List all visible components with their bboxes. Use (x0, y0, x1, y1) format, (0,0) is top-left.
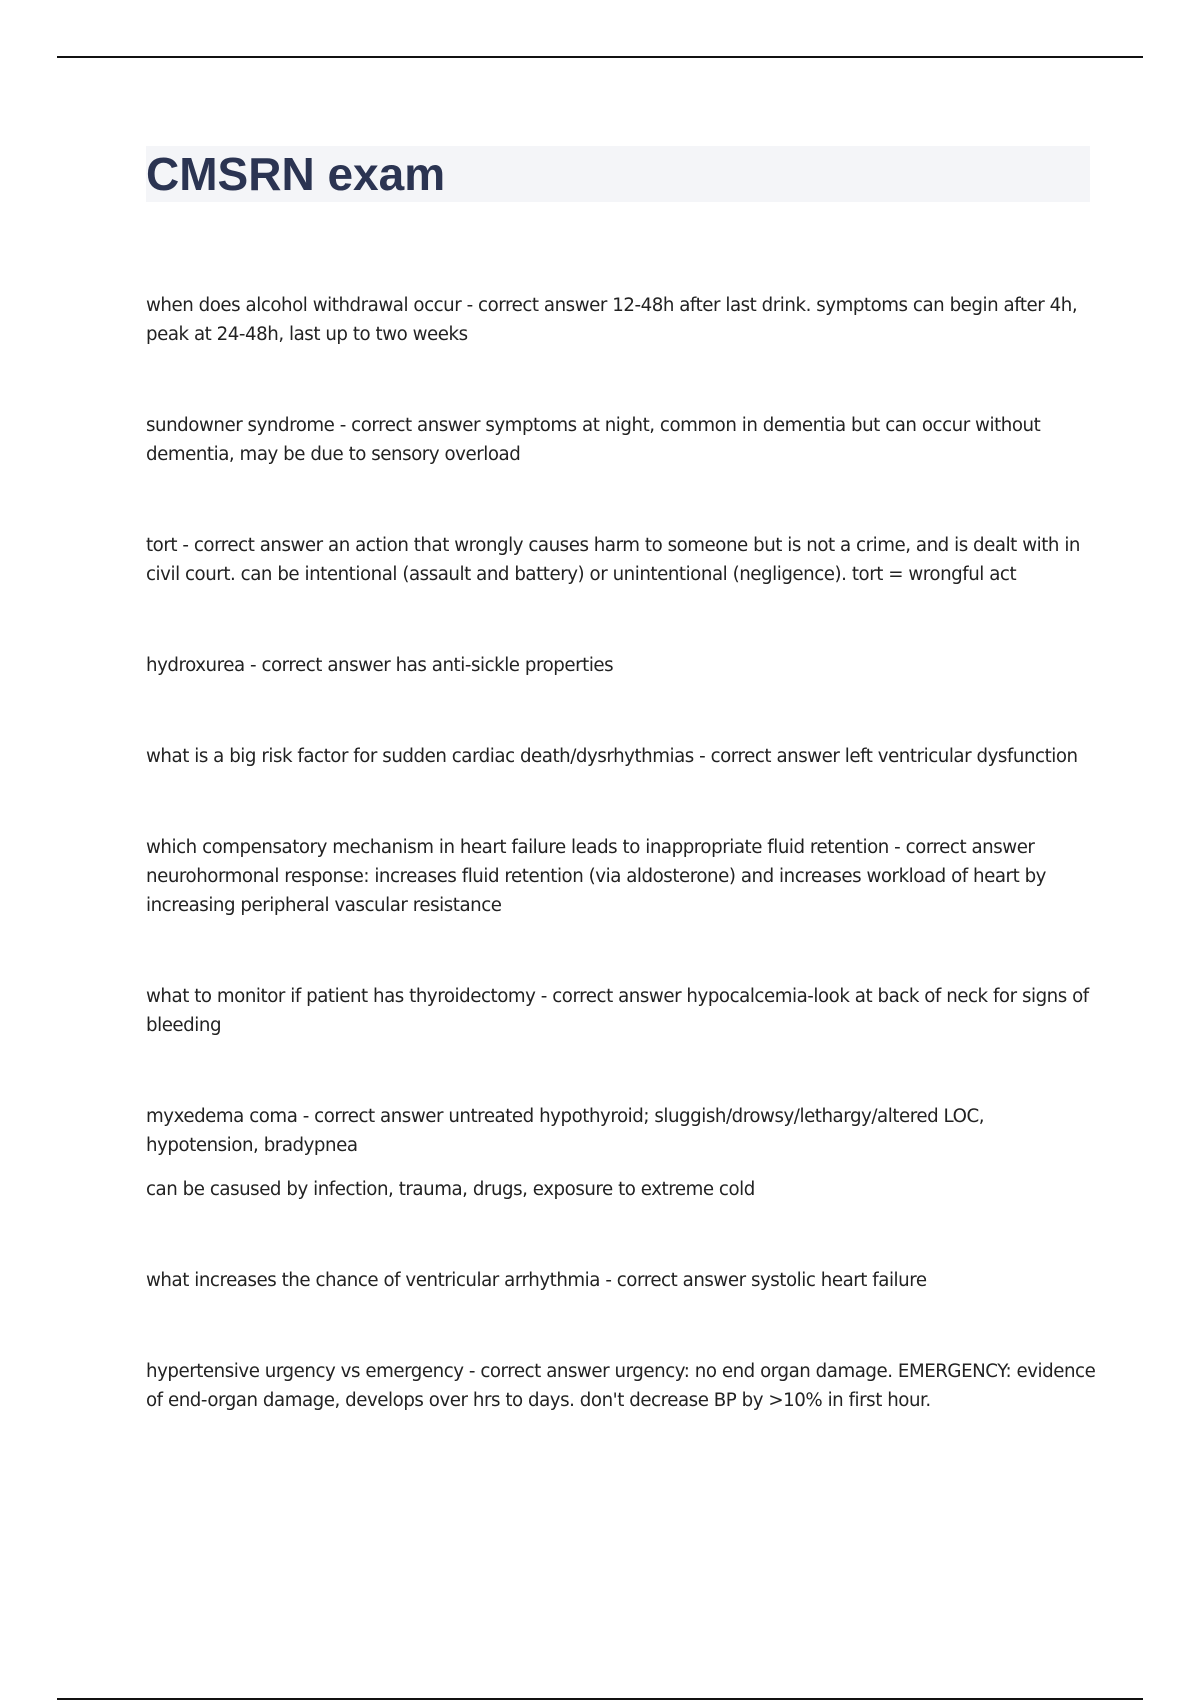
title-banner (146, 146, 1090, 202)
page-title: CMSRN exam (146, 148, 446, 200)
qa-item (146, 1102, 1096, 1204)
qa-item (146, 411, 1096, 469)
qa-text: myxedema coma - correct answer untreated hypothyroid; sluggish/drowsy/lethargy/altered LOC, hypotension, bradypnea (146, 1106, 985, 1156)
qa-item (146, 531, 1096, 589)
qa-list (146, 291, 1096, 1415)
qa-item (146, 1266, 1096, 1295)
header-rule (57, 56, 1143, 58)
qa-item (146, 651, 1096, 680)
qa-text: what to monitor if patient has thyroidectomy - correct answer hypocalcemia-look at back of neck for signs of bleeding (146, 986, 1089, 1036)
qa-text-continued: can be casused by infection, trauma, drugs, exposure to extreme cold (146, 1179, 755, 1200)
qa-text: what increases the chance of ventricular arrhythmia - correct answer systolic heart failure (146, 1270, 927, 1291)
qa-item (146, 1357, 1096, 1415)
qa-item (146, 833, 1096, 920)
qa-text: hydroxurea - correct answer has anti-sickle properties (146, 655, 614, 676)
qa-text: hypertensive urgency vs emergency - correct answer urgency: no end organ damage. EMERGENCY: evidence of end-organ damage, develops over hrs to days. don't decrease BP by >10% in first hour. (146, 1361, 1096, 1411)
qa-item (146, 742, 1096, 771)
qa-text: which compensatory mechanism in heart failure leads to inappropriate fluid retention - correct answer neurohormonal response: increases fluid retention (via aldosterone) and increases workload of heart by increasing peripheral vascular resistance (146, 837, 1046, 916)
qa-text: what is a big risk factor for sudden cardiac death/dysrhythmias - correct answer left ventricular dysfunction (146, 746, 1078, 767)
qa-text: when does alcohol withdrawal occur - correct answer 12-48h after last drink. symptoms can begin after 4h, peak at 24-48h, last up to two weeks (146, 295, 1078, 345)
qa-text: tort - correct answer an action that wrongly causes harm to someone but is not a crime, and is dealt with in civil court. can be intentional (assault and battery) or unintentional (negligence). tort = wrongful act (146, 535, 1080, 585)
qa-item (146, 291, 1096, 349)
qa-item (146, 982, 1096, 1040)
qa-text: sundowner syndrome - correct answer symptoms at night, common in dementia but can occur without dementia, may be due to sensory overload (146, 415, 1041, 465)
